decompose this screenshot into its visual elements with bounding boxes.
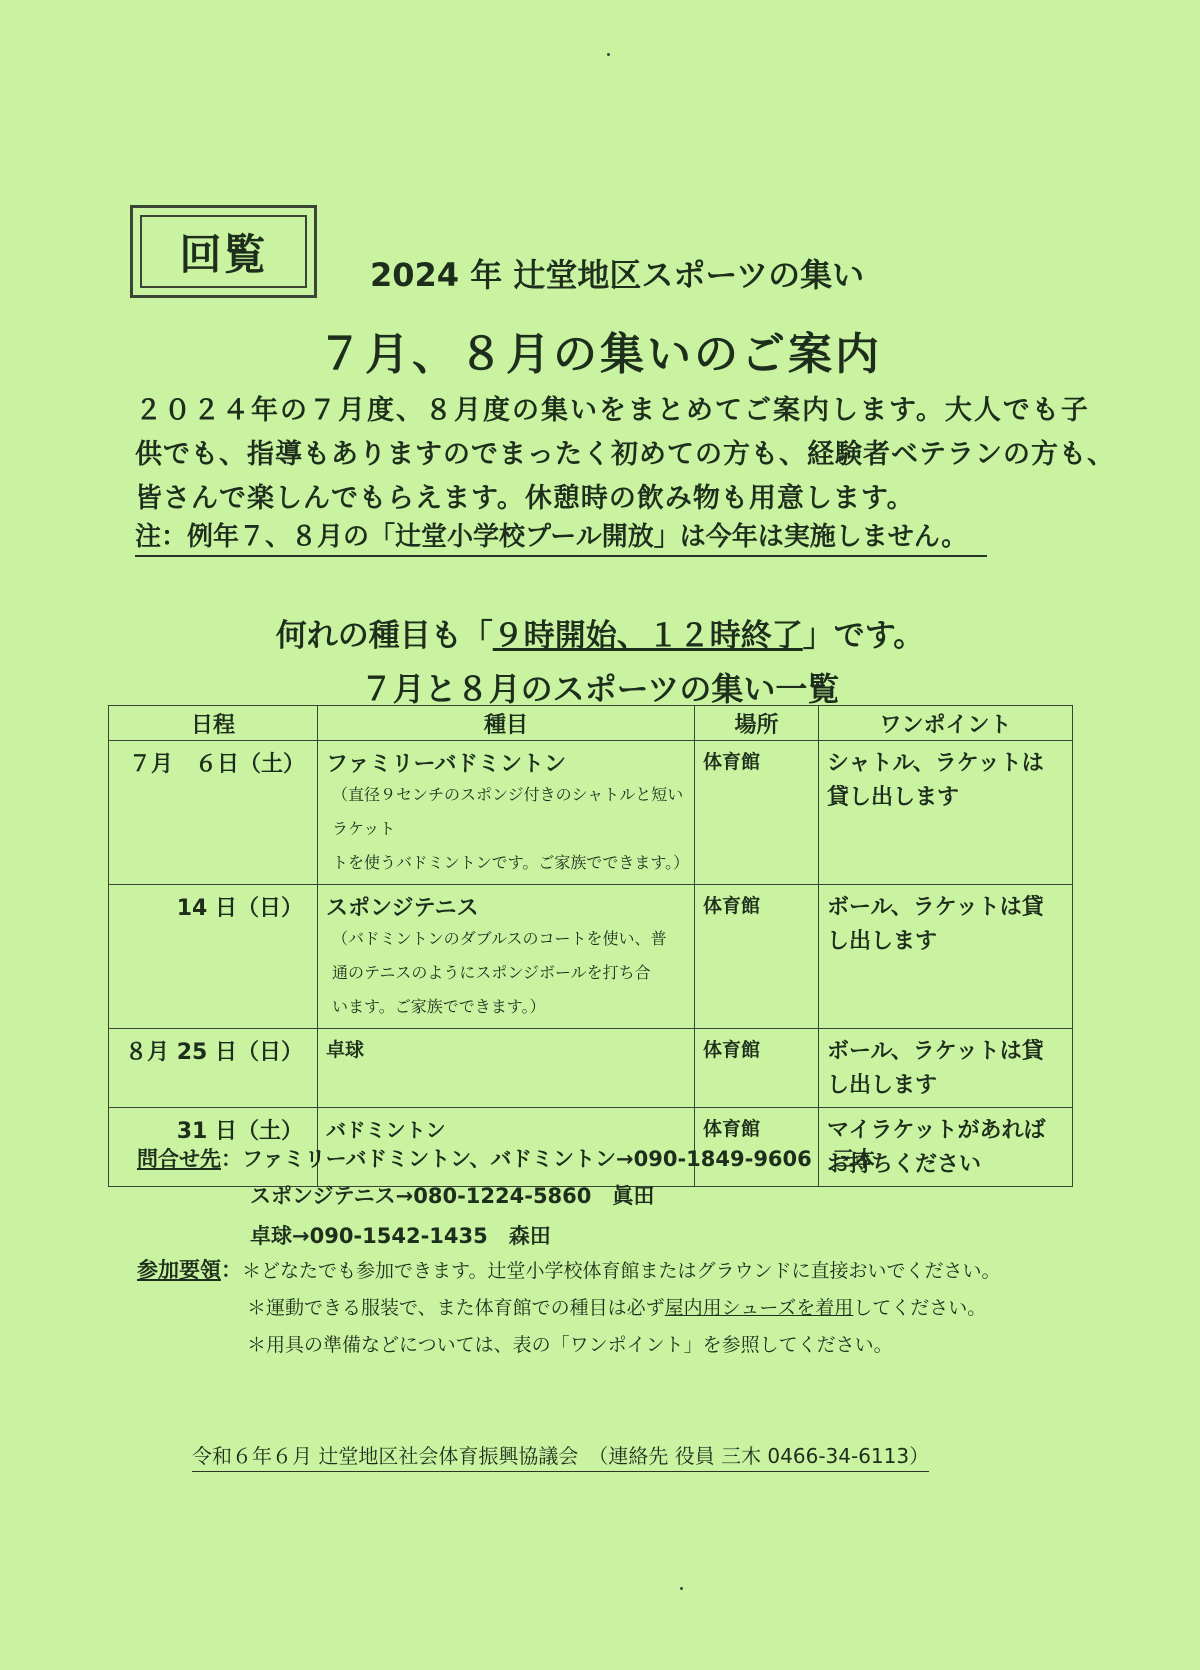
scan-speck xyxy=(607,53,610,56)
contact-line-1 xyxy=(137,1143,875,1173)
row-event-cell xyxy=(318,741,695,885)
row-date: ７月 ６日（土） xyxy=(109,741,318,885)
intro-line-2: 供でも、指導もありますのでまったく初めての方も、経験者ベテランの方も、 xyxy=(135,439,1115,470)
participation-sep: ： xyxy=(221,1258,242,1282)
item-2-shoes: 屋内用シューズを着用 xyxy=(664,1297,854,1319)
pool-note: 注：例年７、８月の「辻堂小学校プール開放」は今年は実施しません。 xyxy=(135,516,987,557)
participation-line-1 xyxy=(137,1254,1000,1284)
intro-line-1: ２０２４年の７月度、８月度の集いをまとめてご案内します。大人でも子 xyxy=(135,395,1090,426)
footer-issuer: 令和６年６月 辻堂地区社会体育振興協議会 （連絡先 役員 三木 0466-34-6113） xyxy=(192,1440,929,1472)
row-event-desc: トを使うバドミントンです。ご家族でできます。） xyxy=(332,853,690,872)
row-date: ８月 25 日（日） xyxy=(109,1029,318,1108)
contact-sponge-tennis: スポンジテニス→080-1224-5860 眞田 xyxy=(250,1184,655,1208)
event-series-title: 2024 年 辻堂地区スポーツの集い xyxy=(370,256,865,294)
row-event-name: スポンジテニス xyxy=(326,896,479,921)
row-event-name: ファミリーバドミントン xyxy=(326,752,567,777)
row-place: 体育館 xyxy=(695,885,819,1029)
schedule-table xyxy=(108,705,1073,1187)
participation-item-3: ＊用具の準備などについては、表の「ワンポイント」を参照してください。 xyxy=(247,1334,893,1356)
table-row xyxy=(109,885,1073,1029)
participation-item-1: ＊どなたでも参加できます。辻堂小学校体育館またはグラウンドに直接おいでください。 xyxy=(242,1260,1001,1282)
item-2-post: してください。 xyxy=(853,1297,987,1319)
contact-badminton: ファミリーバドミントン、バドミントン→090-1849-9606 三木 xyxy=(242,1147,875,1171)
participation-label: 参加要領 xyxy=(137,1258,221,1282)
row-tip: シャトル、ラケットは貸し出します xyxy=(819,741,1073,885)
col-header-date: 日程 xyxy=(109,706,318,741)
scan-speck xyxy=(680,1587,683,1590)
row-event-desc: います。ご家族でできます。） xyxy=(332,997,546,1016)
page-title: ７月、８月の集いのご案内 xyxy=(318,329,882,380)
col-header-tip: ワンポイント xyxy=(819,706,1073,741)
table-header-row xyxy=(109,706,1073,741)
row-event-name: バドミントン xyxy=(326,1118,446,1142)
table-row xyxy=(109,1029,1073,1108)
row-date: 14 日（日） xyxy=(109,885,318,1029)
row-event-cell xyxy=(318,885,695,1029)
kairan-label: 回覧 xyxy=(179,229,268,279)
col-header-event: 種目 xyxy=(318,706,695,741)
schedule-time-notice xyxy=(0,610,1200,655)
row-event-desc: 通のテニスのようにスポンジボールを打ち合 xyxy=(332,963,651,982)
row-date: 31 日（土） xyxy=(109,1108,318,1187)
table-row xyxy=(109,741,1073,885)
contact-table-tennis: 卓球→090-1542-1435 森田 xyxy=(250,1224,551,1248)
time-notice-hours: ９時開始、１２時終了 xyxy=(492,618,803,654)
row-event-desc: （直径９センチのスポンジ付きのシャトルと短いラケット xyxy=(332,785,684,838)
kairan-stamp-box xyxy=(130,205,317,298)
intro-line-3: 皆さんで楽しんでもらえます。休憩時の飲み物も用意します。 xyxy=(135,483,915,514)
time-notice-prefix: 何れの種目も「 xyxy=(275,618,493,654)
row-tip: ボール、ラケットは貸し出します xyxy=(819,885,1073,1029)
row-place: 体育館 xyxy=(695,1108,819,1187)
row-place: 体育館 xyxy=(695,1029,819,1108)
item-2-pre: ＊運動できる服装で、また体育館での種目は必ず xyxy=(247,1297,665,1319)
contact-label: 問合せ先 xyxy=(137,1147,221,1171)
list-title: ７月と８月のスポーツの集い一覧 xyxy=(360,670,840,708)
row-place: 体育館 xyxy=(695,741,819,885)
time-notice-suffix: 」です。 xyxy=(802,618,925,654)
row-tip: ボール、ラケットは貸し出します xyxy=(819,1029,1073,1108)
row-event-name: 卓球 xyxy=(326,1039,365,1061)
row-tip: マイラケットがあればお持ちください xyxy=(819,1108,1073,1187)
row-event-cell xyxy=(318,1029,695,1108)
participation-item-2 xyxy=(247,1293,986,1320)
row-event-desc: （バドミントンのダブルスのコートを使い、普 xyxy=(332,929,667,948)
col-header-place: 場所 xyxy=(695,706,819,741)
contact-sep: ： xyxy=(221,1147,242,1171)
